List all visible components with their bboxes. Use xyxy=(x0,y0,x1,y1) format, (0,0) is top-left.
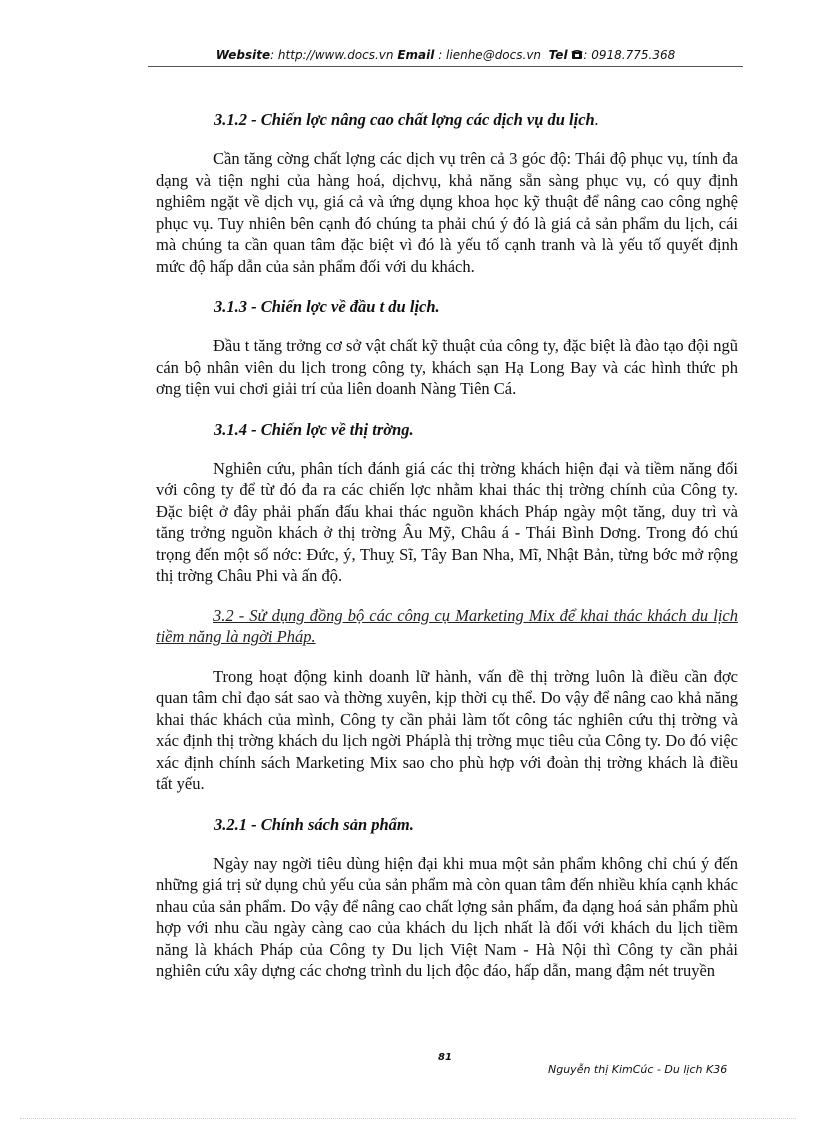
tel-value: : 0918.775.368 xyxy=(583,48,676,62)
website-label: Website xyxy=(215,48,271,62)
section-3-1-2-paragraph: Cần tăng cờng chất lợng các dịch vụ trên cả 3 góc độ: Thái độ phục vụ, tính đa dạng và tiện nghi của hàng hoá, dịchvụ, khả năng sẵn sàng phục vụ, có quy định nghiêm ngặt về dịch vụ, giá cả và ứng dụng khoa học kỹ thuật để nâng cao công nghệ phục vụ. Tuy nhiên bên cạnh đó chúng ta phải chú ý đó là giá cả sản phẩm du lịch, cái mà chúng ta cần quan tâm đặc biệt vì đó là yếu tố cạnh tranh và là yếu tố quyết định mức độ hấp dẫn của sản phẩm đối với du khách. xyxy=(156,149,738,276)
section-3-2-1-paragraph: Ngày nay ngời tiêu dùng hiện đại khi mua một sản phẩm không chỉ chú ý đến những giá trị sử dụng chủ yếu của sản phẩm mà còn quan tâm đến nhiều khía cạnh khác nhau của sản phẩm. Do vậy để nâng cao chất lợng sản phẩm, đa dạng hoá sản phẩm phù hợp với nhu cầu ngày càng cao của khách du lịch nhất là đối với khách du lịch tiềm năng là khách Pháp của Công ty Du lịch Việt Nam - Hà Nội thì Công ty cần phải nghiên cứu xây dựng các chơng trình du lịch độc đáo, hấp dẫn, mang đậm nét truyền xyxy=(156,853,738,980)
email-label: Email xyxy=(397,48,435,62)
tel-label: Tel xyxy=(548,48,568,62)
phone-icon xyxy=(571,49,583,63)
section-3-1-3-paragraph: Đầu t tăng trởng cơ sở vật chất kỹ thuật của công ty, đặc biệt là đào tạo đội ngũ cán bộ nhân viên du lịch trong công ty, khách sạn Hạ Long Bay và các hình thức ph ơng tiện vui chơi giải trí của liên doanh Nàng Tiên Cá. xyxy=(156,336,738,398)
section-3-1-3-heading: 3.1.3 - Chiến lợc về đầu t du lịch. xyxy=(214,297,440,316)
page-header xyxy=(148,48,743,63)
document-body xyxy=(156,110,738,982)
header-divider xyxy=(148,66,743,67)
section-3-1-4-paragraph: Nghiên cứu, phân tích đánh giá các thị trờng khách hiện đại và tiềm năng đối với công ty để từ đó đa ra các chiến lợc nhằm khai thác thị trờng chính của Công ty. Đặc biệt ở đây phải phấn đấu khai thác nguồn khách Pháp ngày một tăng, duy trì và tăng trởng nguồn khách ở thị trờng Âu Mỹ, Châu á - Thái Bình Dơng. Trong đó chú trọng đến một số nớc: Đức, ý, Thuỵ Sĩ, Tây Ban Nha, Mĩ, Nhật Bản, từng bớc mở rộng thị trờng Châu Phi và ấn độ. xyxy=(156,458,738,585)
footer-author: Nguyễn thị KimCúc - Du lịch K36 xyxy=(548,1063,728,1076)
section-3-1-4-heading: 3.1.4 - Chiến lợc về thị trờng. xyxy=(214,419,414,439)
page-number: 81 xyxy=(438,1052,452,1063)
section-3-1-2-heading: 3.1.2 - Chiến lợc nâng cao chất lợng các dịch vụ du lịch. xyxy=(214,110,599,129)
email-value: : lienhe@docs.vn xyxy=(434,48,545,62)
section-3-2-1-heading: 3.2.1 - Chính sách sản phẩm. xyxy=(214,814,414,834)
section-3-2-paragraph: Trong hoạt động kinh doanh lữ hành, vấn đề thị trờng luôn là điều cần đợc quan tâm chỉ đạo sát sao và thờng xuyên, kịp thời cụ thể. Do vậy để nâng cao khả năng khai thác khách của mình, Công ty cần phải làm tốt công tác nghiên cứu thị trờng và xác định thị trờng khách du lịch ngời Pháplà thị trờng mục tiêu của Công ty. Do đó việc xác định chính sách Marketing Mix sao cho phù hợp với đoàn thị trờng khách là điều tất yếu. xyxy=(156,666,738,793)
website-value: : http://www.docs.vn xyxy=(270,48,398,62)
section-3-2-heading: 3.2 - Sử dụng đồng bộ các công cụ Marketing Mix để khai thác khách du lịch tiềm năng là ngời Pháp. xyxy=(156,605,738,646)
bottom-divider xyxy=(20,1118,796,1119)
